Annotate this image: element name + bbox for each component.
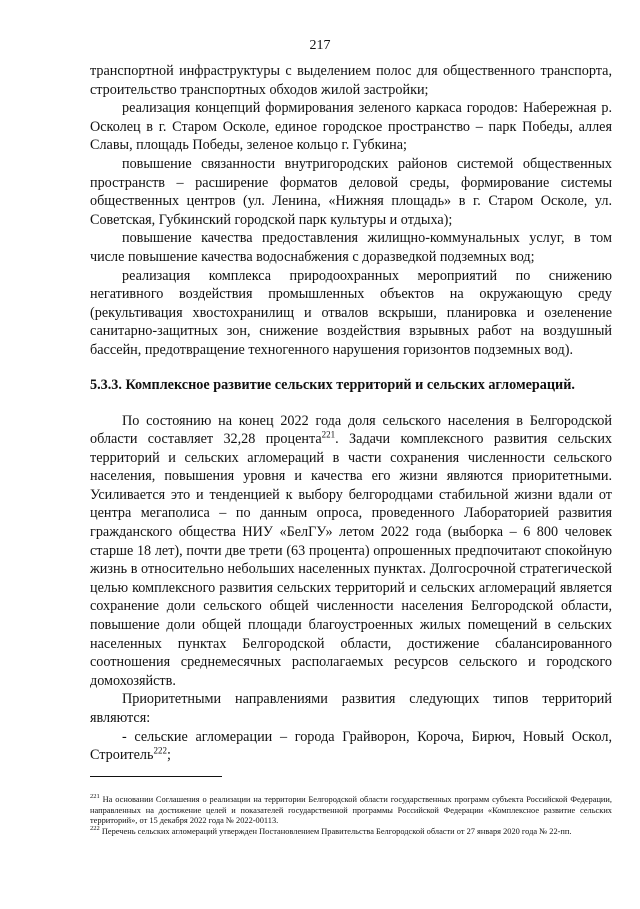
section-heading: 5.3.3. Комплексное развитие сельских территорий и сельских агломераций. [90,376,575,393]
footnote-ref-221: 221 [321,429,336,440]
paragraph-green-frame: реализация концепций формирования зеленого каркаса городов: Набережная р. Осколец в г. Старом Осколе, единое городское пространство – парк Победы, аллея Славы, площадь Победы, зеленое кольцо г. Губкина; [90,100,612,154]
list-item-tail: ; [166,747,171,764]
footnote-text: На основании Соглашения о реализации на территории Белгородской области государственных программ субъекта Российской Федерации, направленных на достижение целей и показателей государственной программы Российской Федерации «Комплексное развитие сельских территорий», от 15 декабря 2022 года № 2022-00113. [90,795,612,826]
footnote-mark: 222 [90,825,100,833]
paragraph-utilities: повышение качества предоставления жилищно-коммунальных услуг, в том числе повышение качества водоснабжения с доразведкой подземных вод; [90,230,612,265]
list-item-agglomerations [90,728,612,765]
paragraph-environment: реализация комплекса природоохранных мероприятий по снижению негативного воздействия промышленных объектов на окружающую среду (рекультивация хвостохранилищ и отвалов вскрыши, планировка и озеленение санитарно-защитных зон, снижение воздействия взрывных работ на воздушный бассейн, предотвращение техногенного нарушения горизонтов подземных вод). [90,267,612,358]
list-item-text: - сельские агломерации – города Грайворон, Короча, Бирюч, Новый Оскол, Строитель [90,728,612,764]
paragraph-connectivity: повышение связанности внутригородских районов системой общественных пространств – расширение форматов деловой среды, формирование системы общественных центров (ул. Ленина, «Нижняя площадь» в г. Старом Осколе, ул. Советская, Губкинский городской парк культуры и отдыха); [90,155,612,228]
page-body [90,62,612,765]
paragraph-part-1: По состоянию на конец 2022 года доля сельского населения в Белгородской области составляет 32,28 процента [90,412,612,448]
paragraph-priorities-intro: Приоритетными направлениями развития следующих типов территорий являются: [90,691,612,726]
footnote-separator [90,776,222,777]
page-number: 217 [309,38,331,53]
paragraph-part-2: . Задачи комплексного развития сельских территорий и сельских агломераций в части сохранения численности сельского населения, повышения уровня и качества его жизни являются приоритетными. Усиливается это и тенденцией к выбору белгородцами стабильной жизни вдали от центра мегаполиса – по данным опроса, проведенного Лабораторией развития гражданского общества НИУ «БелГУ» летом 2022 года (выборка – 6 800 человек старше 18 лет), почти две трети (63 процента) опрошенных предпочитают спокойную жизнь в относительно небольших населенных пунктах. Долгосрочной стратегической целью комплексного развития сельских территорий и сельских агломераций является сохранение доли сельского общей численности населения Белгородской области, повышение доли общей площади благоустроенных жилых помещений в сельских населенных пунктах Белгородской области, достижение сбалансированного соотношения среднемесячных располагаемых ресурсов сельского и городского домохозяйств. [90,431,612,689]
footnote-222 [90,827,612,838]
footnote-mark: 221 [90,793,100,801]
paragraph-transport: транспортной инфраструктуры с выделением полос для общественного транспорта, строительство транспортных обходов жилой застройки; [90,63,612,98]
footnote-221 [90,795,612,827]
footnote-text: Перечень сельских агломераций утвержден Постановлением Правительства Белгородской области от 27 января 2020 года № 22-пп. [99,827,572,836]
paragraph-rural-population [90,412,612,691]
footnote-ref-222: 222 [153,745,167,756]
